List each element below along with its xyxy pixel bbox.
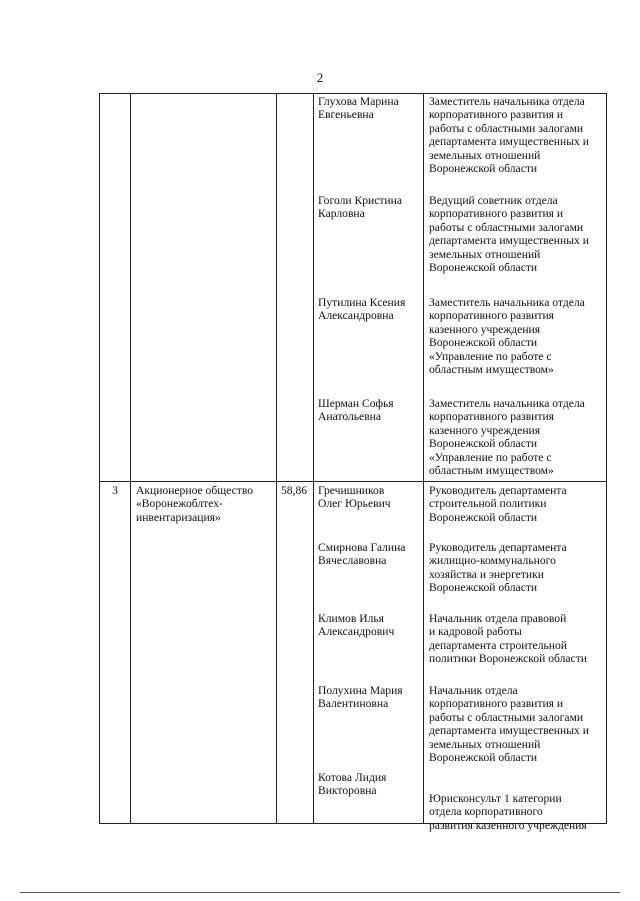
page-number: 2 (316, 70, 324, 85)
position-line: корпоративного развития и (429, 108, 564, 122)
position-line: строительной политики (429, 497, 547, 511)
table-divider-name (313, 93, 314, 823)
name-line: Смирнова Галина (318, 541, 406, 554)
position-line: Воронежской области (429, 162, 538, 176)
member-name (318, 541, 405, 568)
name-line: Валентиновна (318, 697, 389, 711)
name-line: Шерман Софья (318, 397, 394, 410)
member-position (429, 792, 587, 832)
table-border-left (99, 93, 100, 823)
position-line: Воронежской области (429, 336, 538, 350)
name-line: Евгеньевна (318, 108, 374, 122)
position-line: областным имуществом» (429, 363, 554, 377)
table-divider-share (276, 93, 277, 823)
page-footer-rule (20, 892, 620, 893)
name-line: Путилина Ксения (318, 296, 406, 309)
table-border-right (606, 93, 607, 823)
member-position (429, 95, 589, 175)
row-separator (99, 481, 607, 482)
name-line: Глухова Марина (318, 95, 399, 108)
position-line: департамента строительной (429, 638, 567, 652)
position-line: Руководитель департамента (429, 484, 567, 497)
member-position (429, 684, 589, 764)
member-position (429, 397, 585, 477)
position-line: департамента имущественных и (429, 724, 589, 738)
position-line: земельных отношений (429, 737, 541, 751)
member-name (318, 612, 394, 639)
position-line: корпоративного развития (429, 410, 554, 424)
position-line: казенного учреждения (429, 322, 541, 336)
member-name (318, 95, 399, 122)
position-line: «Управление по работе с (429, 349, 552, 363)
position-line: корпоративного развития (429, 309, 554, 323)
row-number: 3 (112, 484, 118, 497)
position-line: Воронежской области (429, 510, 538, 524)
position-line: хозяйства и энергетики (429, 567, 544, 581)
position-line: Воронежской области (429, 437, 538, 451)
org-line: «Воронежоблтех- (136, 497, 223, 511)
name-line: Анатольевна (318, 410, 382, 424)
name-line: Полухина Мария (318, 684, 403, 697)
position-line: Воронежской области (429, 261, 538, 275)
position-line: отдела корпоративного (429, 805, 543, 819)
position-line: работы с областными залогами (429, 710, 584, 724)
name-line: Гоголи Кристина (318, 194, 402, 207)
member-name (318, 771, 386, 798)
position-line: Воронежской области (429, 751, 538, 765)
name-line: Александровна (318, 309, 394, 323)
position-line: Воронежской области (429, 581, 538, 595)
org-line: Акционерное общество (136, 484, 254, 497)
position-line: департамента имущественных и (429, 135, 589, 149)
name-line: Климов Илья (318, 612, 385, 625)
member-name (318, 397, 394, 424)
position-line: Руководитель департамента (429, 541, 567, 554)
position-line: Начальник отдела (429, 684, 518, 697)
name-line: Карловна (318, 207, 365, 221)
position-line: политики Воронежской области (429, 652, 587, 666)
position-line: «Управление по работе с (429, 450, 552, 464)
name-line: Олег Юрьевич (318, 497, 391, 511)
position-line: земельных отношений (429, 247, 541, 261)
name-line: Викторовна (318, 784, 377, 798)
position-line: жилищно-коммунального (429, 554, 556, 568)
table-divider-org (130, 93, 131, 823)
position-line: казенного учреждения (429, 423, 541, 437)
member-name (318, 296, 405, 323)
org-line: инвентаризация» (136, 510, 221, 524)
position-line: Ведущий советник отдела (429, 194, 558, 207)
position-line: работы с областными залогами (429, 220, 584, 234)
position-line: департамента имущественных и (429, 234, 589, 248)
member-position (429, 612, 587, 666)
position-line: Заместитель начальника отдела (429, 296, 585, 309)
table-divider-position (423, 93, 424, 823)
name-line: Котова Лидия (318, 771, 387, 784)
name-line: Александрович (318, 625, 395, 639)
member-name (318, 484, 391, 511)
member-name (318, 684, 403, 711)
position-line: работы с областными залогами (429, 121, 584, 135)
member-position (429, 194, 589, 274)
position-line: корпоративного развития и (429, 697, 564, 711)
position-line: Юрисконсульт 1 категории (429, 792, 562, 805)
position-line: областным имуществом» (429, 464, 554, 478)
member-name (318, 194, 402, 221)
position-line: корпоративного развития и (429, 207, 564, 221)
position-line: земельных отношений (429, 148, 541, 162)
position-line: Заместитель начальника отдела (429, 397, 585, 410)
name-line: Вячеславовна (318, 554, 387, 568)
member-position (429, 541, 567, 595)
share-percent: 58,86 (281, 484, 308, 497)
position-line: Заместитель начальника отдела (429, 95, 585, 108)
member-position (429, 296, 585, 376)
name-line: Гречишников (318, 484, 385, 497)
position-line: и кадровой работы (429, 625, 522, 639)
position-line: развития казенного учреждения (429, 818, 587, 832)
organization-name (136, 484, 253, 524)
member-position (429, 484, 567, 524)
position-line: Начальник отдела правовой (429, 612, 567, 625)
table-border-top (99, 93, 607, 94)
